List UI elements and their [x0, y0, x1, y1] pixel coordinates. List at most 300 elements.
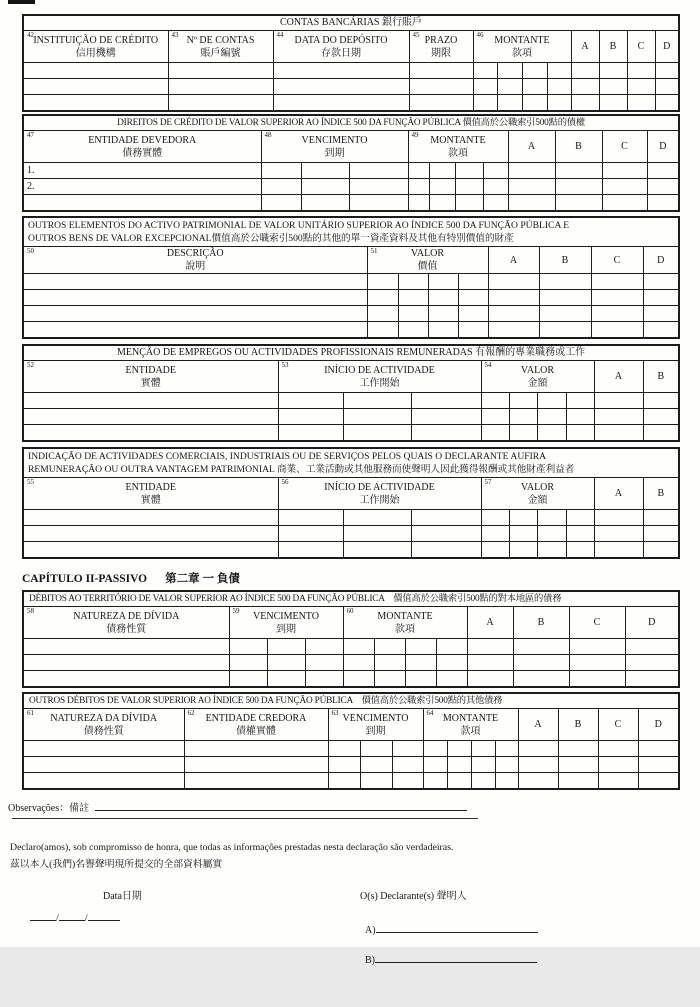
- empty-cell: [598, 741, 638, 757]
- empty-cell: [566, 409, 594, 425]
- empty-cell: [571, 95, 599, 112]
- empty-cell: [423, 773, 447, 790]
- empty-cell: [408, 195, 429, 212]
- empty-cell: [411, 510, 481, 526]
- empty-cell: [23, 393, 278, 409]
- empty-cell: [558, 773, 598, 790]
- empty-cell: [367, 322, 398, 339]
- section-title: OUTROS DÉBITOS DE VALOR SUPERIOR AO ÍNDICE 500 DA FUNÇÃO PÚBLICA 價值高於公職索引500點的其他債務: [23, 693, 679, 709]
- empty-cell: [481, 526, 509, 542]
- empty-cell: [488, 322, 539, 339]
- empty-cell: [643, 306, 679, 322]
- empty-cell: [625, 639, 679, 655]
- empty-cell: [398, 290, 428, 306]
- empty-cell: [184, 741, 328, 757]
- section-title: INDICAÇÃO DE ACTIVIDADES COMERCIAIS, INDUSTRIAIS OU DE SERVIÇOS PELOS QUAIS O DECLARANTE AUFIRA REMUNERAÇÃO OU OUTRA VANTAGEM PATRIMONIAL 商業、工業活動或其他服務而使聲明人因此獲得報酬或其他財產利益者: [23, 448, 679, 478]
- empty-cell: [343, 542, 411, 559]
- signature-b-line: [375, 951, 537, 963]
- empty-cell: [367, 274, 398, 290]
- empty-cell: [343, 409, 411, 425]
- section-title: DÉBITOS AO TERRITÓRIO DE VALOR SUPERIOR AO ÍNDICE 500 DA FUNÇÃO PÚBLICA 價值高於公職索引500點的對本地區的債務: [23, 591, 679, 607]
- empty-cell: [481, 409, 509, 425]
- empty-cell: [643, 542, 679, 559]
- empty-cell: [522, 79, 547, 95]
- date-year-line: [88, 909, 120, 921]
- empty-cell: [428, 290, 458, 306]
- empty-cell: [547, 63, 571, 79]
- table-row: [23, 773, 679, 790]
- col-header-entidade-devedora: 47 ENTIDADE DEVEDORA 債務實體: [23, 131, 261, 163]
- empty-cell: [267, 639, 305, 655]
- empty-cell: [23, 95, 168, 112]
- empty-cell: [483, 179, 508, 195]
- table-row: [23, 741, 679, 757]
- empty-cell: [471, 773, 495, 790]
- empty-cell: [261, 179, 301, 195]
- row-number: 2.: [23, 179, 261, 195]
- observations-label: Observações：備註: [8, 803, 90, 814]
- empty-cell: [328, 773, 360, 790]
- outros-elementos-activo-table: [22, 216, 680, 339]
- empty-cell: [599, 63, 627, 79]
- debitos-territorio-table: [22, 590, 680, 688]
- empty-cell: [497, 79, 522, 95]
- empty-cell: [273, 63, 409, 79]
- empty-cell: [566, 510, 594, 526]
- empty-cell: [23, 79, 168, 95]
- empty-cell: [569, 655, 625, 671]
- signature-a-row: [365, 921, 538, 936]
- empty-cell: [591, 274, 643, 290]
- empty-cell: [627, 95, 655, 112]
- chapter-ii-heading: CAPÍTULO II-PASSIVO 第二章 一 負債: [22, 573, 240, 585]
- row-number: [23, 195, 261, 212]
- empty-cell: [598, 773, 638, 790]
- empty-cell: [566, 542, 594, 559]
- empty-cell: [508, 179, 555, 195]
- col-header-entidade: 55 ENTIDADE 實體: [23, 478, 278, 510]
- empty-cell: [23, 63, 168, 79]
- empty-cell: [467, 671, 513, 688]
- empty-cell: [458, 290, 488, 306]
- col-header-a: A: [594, 478, 643, 510]
- empty-cell: [436, 655, 467, 671]
- col-header-d: D: [643, 247, 679, 274]
- col-header-c: C: [598, 709, 638, 741]
- empty-cell: [343, 655, 374, 671]
- empty-cell: [518, 773, 558, 790]
- empty-cell: [184, 773, 328, 790]
- empty-cell: [467, 655, 513, 671]
- empty-cell: [513, 639, 569, 655]
- empty-cell: [473, 79, 497, 95]
- col-header-d: D: [638, 709, 679, 741]
- empty-cell: [599, 95, 627, 112]
- empty-cell: [278, 510, 343, 526]
- col-header-d: D: [655, 31, 679, 63]
- empty-cell: [23, 639, 229, 655]
- empty-cell: [481, 542, 509, 559]
- empty-cell: [267, 671, 305, 688]
- empty-cell: [555, 163, 602, 179]
- empty-cell: [643, 526, 679, 542]
- empty-cell: [643, 290, 679, 306]
- col-header-descricao: 50 DESCRIÇÃO 說明: [23, 247, 367, 274]
- table-row: [23, 409, 679, 425]
- empty-cell: [547, 95, 571, 112]
- observations-row: [8, 798, 700, 814]
- declaration-pt: Declaro(amos), sob compromisso de honra, que todas as informações prestadas nesta declaração são verdadeiras.: [10, 842, 454, 853]
- empty-cell: [267, 655, 305, 671]
- empty-cell: [497, 63, 522, 79]
- empty-cell: [513, 655, 569, 671]
- empty-cell: [273, 95, 409, 112]
- empty-cell: [488, 290, 539, 306]
- empty-cell: [428, 306, 458, 322]
- empty-cell: [594, 409, 643, 425]
- table-row: [23, 425, 679, 442]
- empty-cell: [488, 274, 539, 290]
- col-header-instituicao: 42 INSTITUIÇÃO DE CRÉDITO 信用機構: [23, 31, 168, 63]
- date-label: Data日期: [103, 891, 142, 902]
- empty-cell: [522, 63, 547, 79]
- empty-cell: [602, 195, 647, 212]
- empty-cell: [278, 425, 343, 442]
- empty-cell: [411, 542, 481, 559]
- empty-cell: [392, 773, 423, 790]
- mencao-empregos-table: [22, 344, 680, 442]
- col-header-c: C: [591, 247, 643, 274]
- empty-cell: [23, 306, 367, 322]
- col-header-c: C: [602, 131, 647, 163]
- empty-cell: [343, 510, 411, 526]
- contas-bancarias-table: [22, 14, 680, 112]
- empty-cell: [392, 757, 423, 773]
- empty-cell: [411, 425, 481, 442]
- col-header-b: B: [643, 361, 679, 393]
- empty-cell: [409, 63, 473, 79]
- empty-cell: [594, 510, 643, 526]
- empty-cell: [398, 274, 428, 290]
- empty-cell: [497, 95, 522, 112]
- empty-cell: [455, 195, 483, 212]
- empty-cell: [647, 195, 679, 212]
- table-row: [23, 163, 679, 179]
- col-header-a: A: [467, 607, 513, 639]
- empty-cell: [261, 163, 301, 179]
- empty-cell: [374, 655, 405, 671]
- table-row: [23, 179, 679, 195]
- empty-cell: [360, 741, 392, 757]
- empty-cell: [328, 757, 360, 773]
- empty-cell: [509, 542, 537, 559]
- empty-cell: [360, 757, 392, 773]
- empty-cell: [566, 526, 594, 542]
- empty-cell: [349, 195, 408, 212]
- col-header-d: D: [647, 131, 679, 163]
- section-title: DIREITOS DE CRÉDITO DE VALOR SUPERIOR AO ÍNDICE 500 DA FUNÇÃO PÚBLICA 價值高於公職索引500點的債權: [23, 115, 679, 131]
- empty-cell: [647, 163, 679, 179]
- empty-cell: [655, 63, 679, 79]
- declaration-zh: 茲以本人(我們)名譽聲明現所提交的全部資料屬實: [10, 859, 223, 870]
- empty-cell: [547, 79, 571, 95]
- signature-b-row: [365, 951, 537, 966]
- col-header-montante: 64 MONTANTE 款項: [423, 709, 518, 741]
- outros-debitos-table: [22, 692, 680, 790]
- empty-cell: [301, 195, 349, 212]
- signature-zone: [0, 887, 700, 1007]
- col-header-inicio-actividade: 56 INÍCIO DE ACTIVIDADE 工作開始: [278, 478, 481, 510]
- col-header-b: B: [539, 247, 591, 274]
- empty-cell: [495, 773, 518, 790]
- col-header-valor: 51 VALOR 價值: [367, 247, 488, 274]
- empty-cell: [555, 179, 602, 195]
- empty-cell: [598, 757, 638, 773]
- col-header-b: B: [513, 607, 569, 639]
- empty-cell: [539, 322, 591, 339]
- table-row: [23, 95, 679, 112]
- empty-cell: [436, 671, 467, 688]
- empty-cell: [367, 306, 398, 322]
- col-header-d: D: [625, 607, 679, 639]
- empty-cell: [273, 79, 409, 95]
- empty-cell: [168, 79, 273, 95]
- empty-cell: [518, 757, 558, 773]
- empty-cell: [591, 306, 643, 322]
- empty-cell: [591, 290, 643, 306]
- empty-cell: [537, 409, 566, 425]
- empty-cell: [483, 195, 508, 212]
- section-title: MENÇÃO DE EMPREGOS OU ACTIVIDADES PROFISSIONAIS REMUNERADAS 有報酬的專業職務或工作: [23, 345, 679, 361]
- empty-cell: [229, 655, 267, 671]
- empty-cell: [343, 526, 411, 542]
- empty-cell: [447, 741, 471, 757]
- empty-cell: [627, 79, 655, 95]
- col-header-valor: 57 VALOR 金額: [481, 478, 594, 510]
- table-row: [23, 510, 679, 526]
- empty-cell: [522, 95, 547, 112]
- empty-cell: [473, 63, 497, 79]
- empty-cell: [481, 425, 509, 442]
- empty-cell: [23, 274, 367, 290]
- table-row: [23, 393, 679, 409]
- table-row: [23, 290, 679, 306]
- empty-cell: [23, 425, 278, 442]
- table-row: [23, 639, 679, 655]
- empty-cell: [537, 542, 566, 559]
- empty-cell: [471, 757, 495, 773]
- empty-cell: [467, 639, 513, 655]
- date-slash: /: [84, 913, 88, 924]
- empty-cell: [539, 290, 591, 306]
- empty-cell: [184, 757, 328, 773]
- empty-cell: [23, 757, 184, 773]
- empty-cell: [643, 425, 679, 442]
- col-header-prazo: 45 PRAZO 期限: [409, 31, 473, 63]
- empty-cell: [555, 195, 602, 212]
- empty-cell: [278, 526, 343, 542]
- empty-cell: [481, 393, 509, 409]
- empty-cell: [343, 425, 411, 442]
- table-row: [23, 195, 679, 212]
- table-row: [23, 322, 679, 339]
- empty-cell: [360, 773, 392, 790]
- table-row: [23, 63, 679, 79]
- scan-artifact-mark: [8, 0, 35, 4]
- empty-cell: [23, 671, 229, 688]
- empty-cell: [23, 409, 278, 425]
- table-row: [23, 655, 679, 671]
- declarants-label: O(s) Declarante(s) 聲明人: [360, 891, 467, 902]
- empty-cell: [455, 163, 483, 179]
- empty-cell: [305, 639, 343, 655]
- col-header-c: C: [569, 607, 625, 639]
- empty-cell: [23, 542, 278, 559]
- empty-cell: [518, 741, 558, 757]
- col-header-num-contas: 43 Nº DE CONTAS 賬戶編號: [168, 31, 273, 63]
- empty-cell: [23, 655, 229, 671]
- empty-cell: [638, 757, 679, 773]
- col-header-b: B: [558, 709, 598, 741]
- col-header-a: A: [571, 31, 599, 63]
- empty-cell: [508, 195, 555, 212]
- empty-cell: [539, 306, 591, 322]
- empty-cell: [455, 179, 483, 195]
- empty-cell: [409, 95, 473, 112]
- col-header-vencimento: 48 VENCIMENTO 到期: [261, 131, 408, 163]
- empty-cell: [647, 179, 679, 195]
- col-header-b: B: [599, 31, 627, 63]
- empty-cell: [643, 393, 679, 409]
- col-header-valor: 54 VALOR 金額: [481, 361, 594, 393]
- empty-cell: [301, 163, 349, 179]
- signature-b-label: B): [365, 955, 375, 966]
- empty-cell: [509, 393, 537, 409]
- empty-cell: [594, 393, 643, 409]
- col-header-montante: 46 MONTANTE 款項: [473, 31, 571, 63]
- date-fill-line: [30, 909, 120, 924]
- empty-cell: [627, 63, 655, 79]
- empty-cell: [599, 79, 627, 95]
- date-slash: /: [56, 913, 59, 924]
- empty-cell: [23, 510, 278, 526]
- empty-cell: [602, 163, 647, 179]
- empty-cell: [428, 322, 458, 339]
- empty-cell: [301, 179, 349, 195]
- empty-cell: [594, 425, 643, 442]
- signature-a-label: A): [365, 925, 376, 936]
- table-row: [23, 79, 679, 95]
- empty-cell: [537, 425, 566, 442]
- empty-cell: [569, 639, 625, 655]
- empty-cell: [655, 79, 679, 95]
- empty-cell: [405, 671, 436, 688]
- row-number: 1.: [23, 163, 261, 179]
- empty-cell: [305, 671, 343, 688]
- empty-cell: [602, 179, 647, 195]
- empty-cell: [374, 671, 405, 688]
- empty-cell: [481, 510, 509, 526]
- empty-cell: [405, 655, 436, 671]
- observations-line-1: [95, 798, 467, 811]
- date-month-line: [59, 909, 85, 921]
- empty-cell: [23, 526, 278, 542]
- empty-cell: [643, 322, 679, 339]
- empty-cell: [278, 393, 343, 409]
- col-header-inicio-actividade: 53 INÍCIO DE ACTIVIDADE 工作開始: [278, 361, 481, 393]
- empty-cell: [411, 526, 481, 542]
- empty-cell: [392, 741, 423, 757]
- empty-cell: [483, 163, 508, 179]
- empty-cell: [229, 639, 267, 655]
- empty-cell: [643, 409, 679, 425]
- direitos-credito-table: [22, 114, 680, 212]
- col-header-entidade: 52 ENTIDADE 實體: [23, 361, 278, 393]
- empty-cell: [374, 639, 405, 655]
- col-header-b: B: [643, 478, 679, 510]
- section-title: CONTAS BANCÁRIAS 銀行賬戶: [23, 15, 679, 31]
- declaration-paragraph: [10, 839, 700, 873]
- empty-cell: [23, 322, 367, 339]
- observations-line-2: [12, 818, 478, 829]
- empty-cell: [305, 655, 343, 671]
- col-header-montante: 60 MONTANTE 款項: [343, 607, 467, 639]
- empty-cell: [643, 274, 679, 290]
- empty-cell: [495, 757, 518, 773]
- empty-cell: [558, 757, 598, 773]
- col-header-vencimento: 59 VENCIMENTO 到期: [229, 607, 343, 639]
- empty-cell: [349, 179, 408, 195]
- empty-cell: [278, 542, 343, 559]
- empty-cell: [655, 95, 679, 112]
- empty-cell: [23, 290, 367, 306]
- empty-cell: [591, 322, 643, 339]
- empty-cell: [429, 195, 455, 212]
- empty-cell: [23, 741, 184, 757]
- empty-cell: [23, 773, 184, 790]
- empty-cell: [537, 393, 566, 409]
- empty-cell: [537, 510, 566, 526]
- empty-cell: [447, 757, 471, 773]
- empty-cell: [229, 671, 267, 688]
- signature-a-line: [376, 921, 538, 933]
- col-header-c: C: [627, 31, 655, 63]
- empty-cell: [488, 306, 539, 322]
- empty-cell: [411, 393, 481, 409]
- empty-cell: [566, 393, 594, 409]
- col-header-vencimento: 63 VENCIMENTO 到期: [328, 709, 423, 741]
- empty-cell: [429, 179, 455, 195]
- empty-cell: [458, 306, 488, 322]
- empty-cell: [343, 671, 374, 688]
- col-header-montante: 49 MONTANTE 款項: [408, 131, 508, 163]
- empty-cell: [537, 526, 566, 542]
- empty-cell: [513, 671, 569, 688]
- empty-cell: [509, 526, 537, 542]
- section-title: OUTROS ELEMENTOS DO ACTIVO PATRIMONIAL DE VALOR UNITÁRIO SUPERIOR AO ÍNDICE 500 DA FUNÇÃO PÚBLICA E OUTROS BENS DE VALOR EXCEPCIONAL價值高於公職索引500點的其他的單一資產資料及其他有特別價值的財產: [23, 217, 679, 247]
- empty-cell: [447, 773, 471, 790]
- empty-cell: [509, 510, 537, 526]
- col-header-natureza-divida: 61 NATUREZA DA DÍVIDA 債務性質: [23, 709, 184, 741]
- empty-cell: [343, 639, 374, 655]
- empty-cell: [458, 322, 488, 339]
- empty-cell: [638, 773, 679, 790]
- date-day-line: [30, 909, 56, 921]
- empty-cell: [278, 409, 343, 425]
- empty-cell: [509, 425, 537, 442]
- empty-cell: [594, 526, 643, 542]
- empty-cell: [411, 409, 481, 425]
